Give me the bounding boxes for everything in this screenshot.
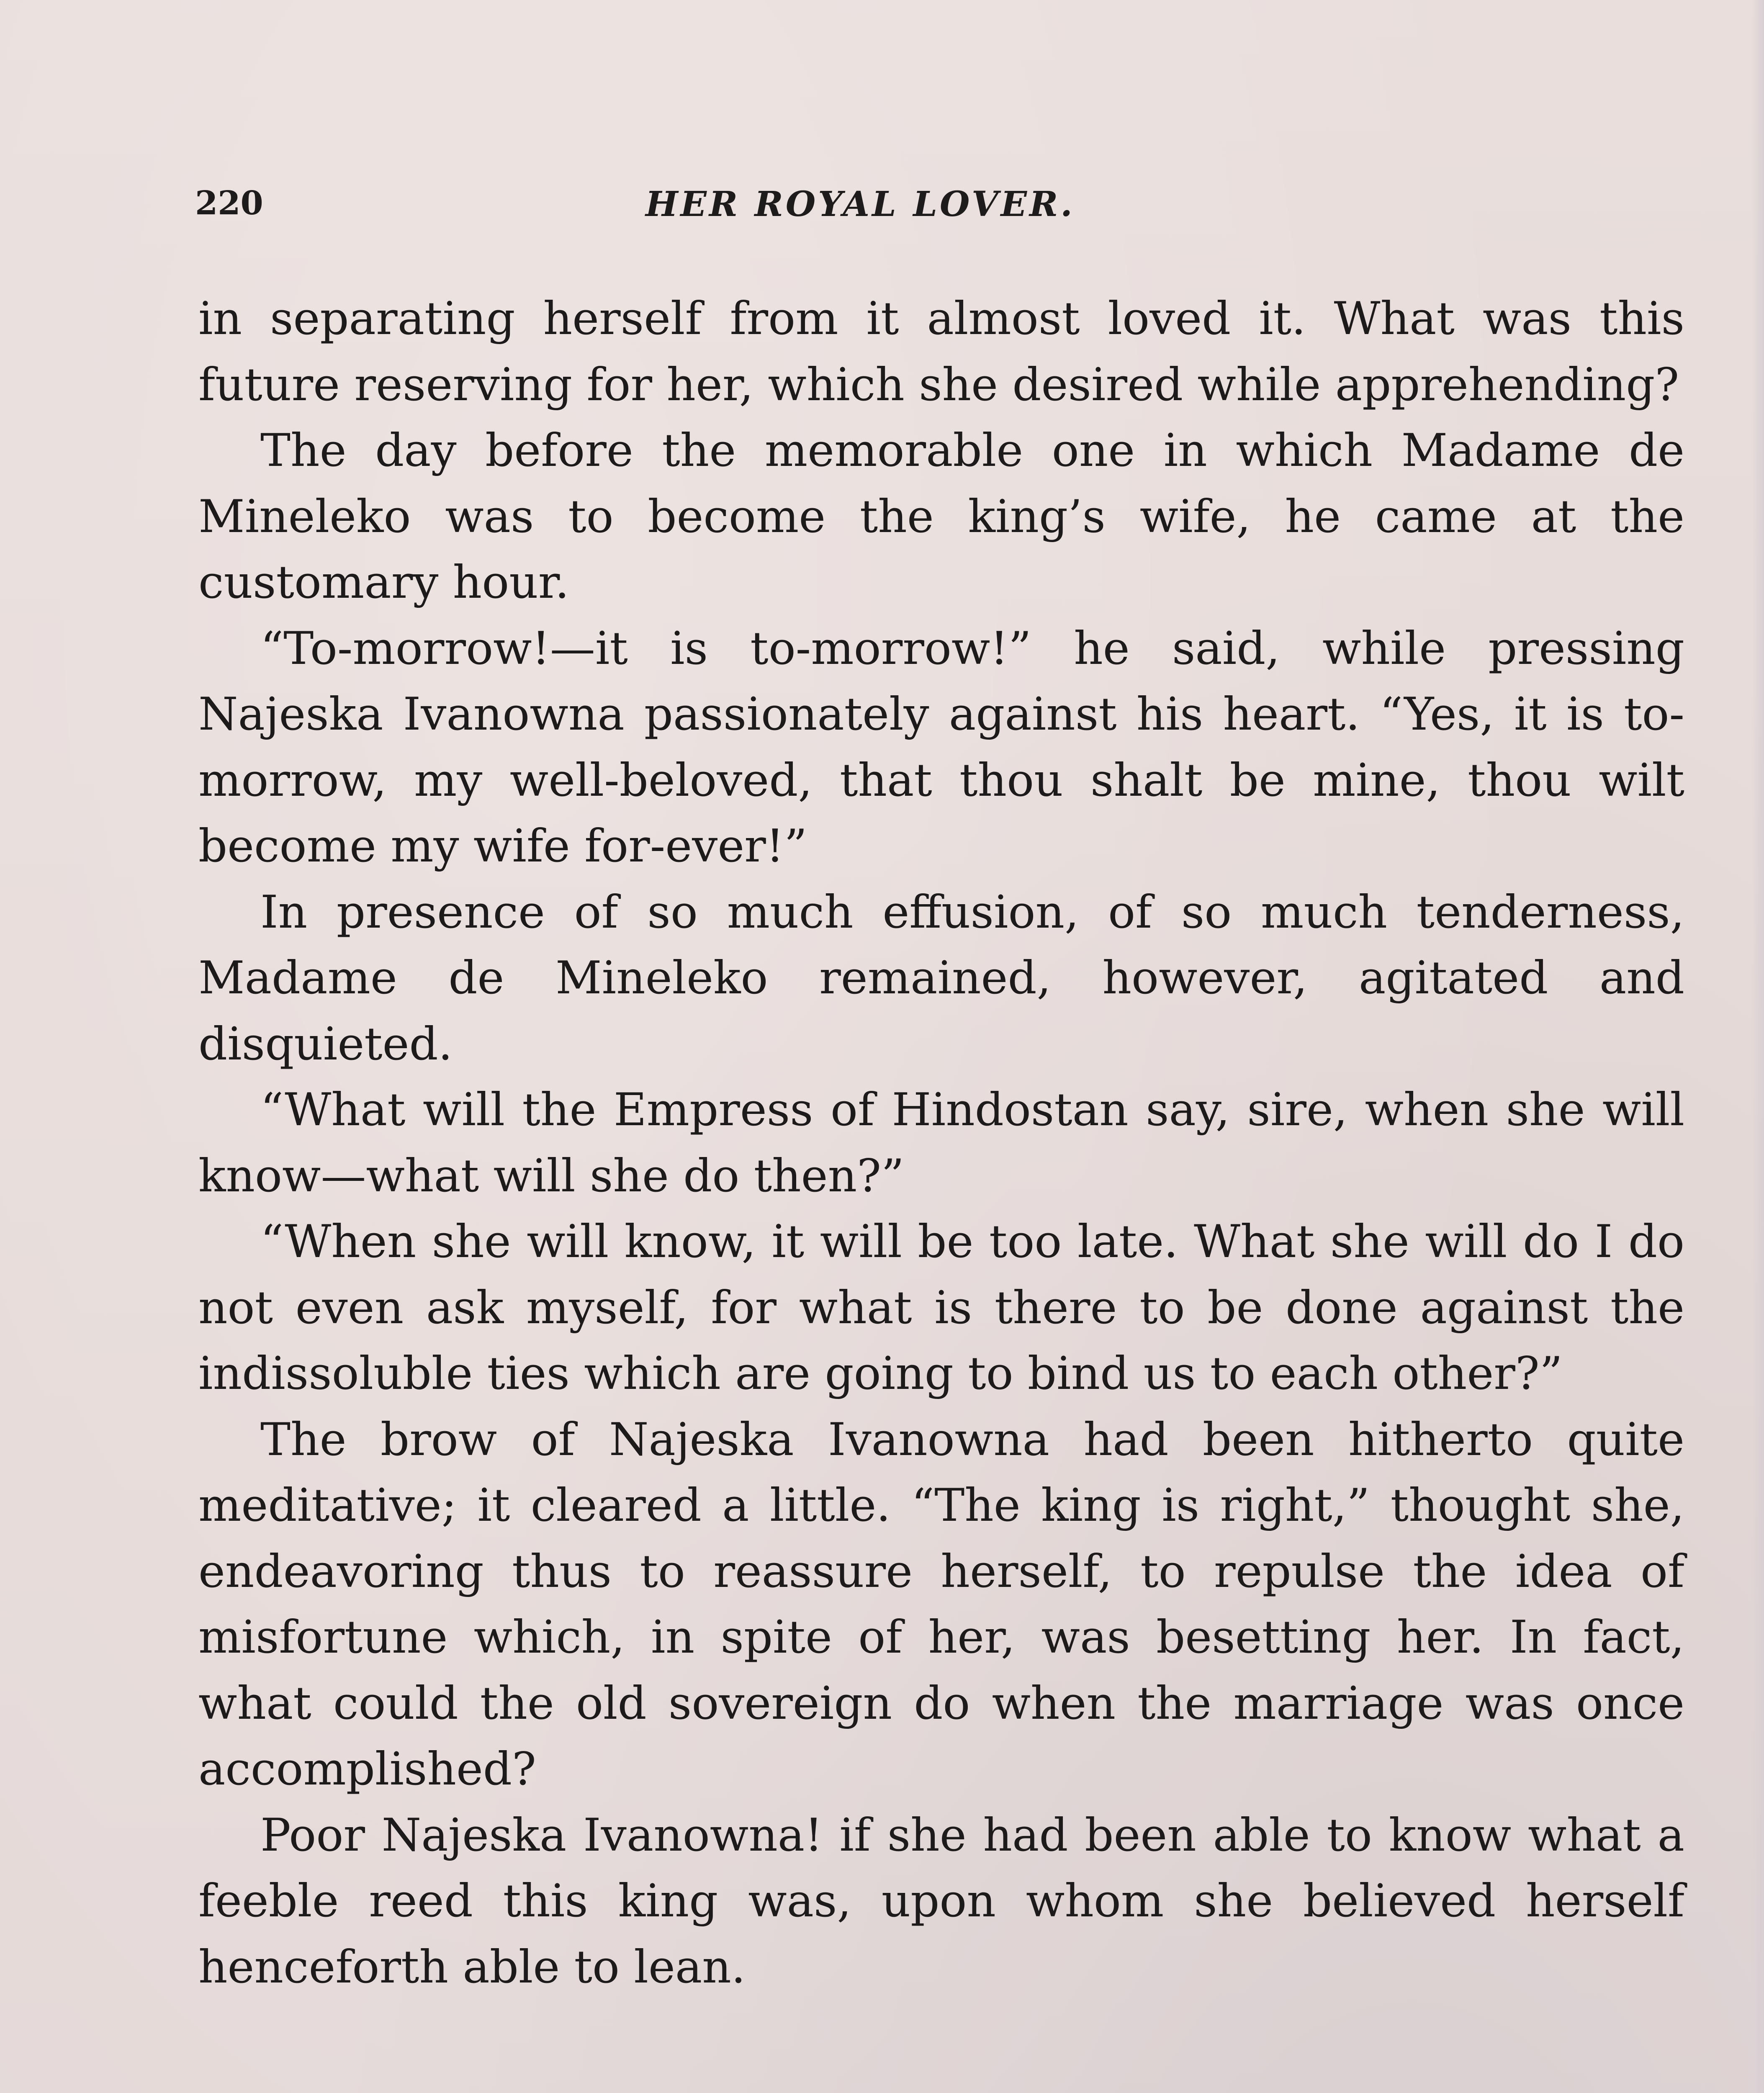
page-edge-shadow xyxy=(1751,0,1764,2093)
running-title: HER ROYAL LOVER. xyxy=(645,184,1075,224)
paragraph: “What will the Empress of Hindostan say, sire, when she will know—what will she do then?” xyxy=(198,1084,1684,1202)
paragraph: The day before the memorable one in which Madame de Mineleko was to become the king’s wife, he came at the customary hour. xyxy=(198,424,1684,609)
page-number: 220 xyxy=(195,184,263,222)
running-head xyxy=(195,184,1669,234)
paragraph: “To-morrow!—it is to-morrow!” he said, while pressing Najeska Ivanowna passionately against his heart. “Yes, it is to-morrow, my well-beloved, that thou shalt be mine, thou wilt become my wife for-ever!” xyxy=(198,622,1684,872)
paragraph: The brow of Najeska Ivanowna had been hitherto quite meditative; it cleared a little. “The king is right,” thought she, endeavoring thus to reassure herself, to repulse the idea of misfortune which, in spite of her, was besetting her. In fact, what could the old sovereign do when the marriage was once accomplished? xyxy=(198,1413,1684,1795)
paragraph: In presence of so much effusion, of so much tenderness, Madame de Mineleko remained, however, agitated and disquieted. xyxy=(198,886,1684,1070)
paragraph: Poor Najeska Ivanowna! if she had been able to know what a feeble reed this king was, upon whom she believed herself henceforth able to lean. xyxy=(198,1809,1684,1993)
paragraph: “When she will know, it will be too late. What she will do I do not even ask myself, for what is there to be done against the indissoluble ties which are going to bind us to each other?” xyxy=(198,1216,1684,1400)
paragraph-continued: in separating herself from it almost loved it. What was this future reserving for her, which she desired while apprehending? xyxy=(198,293,1684,411)
body-text xyxy=(198,286,1684,2000)
